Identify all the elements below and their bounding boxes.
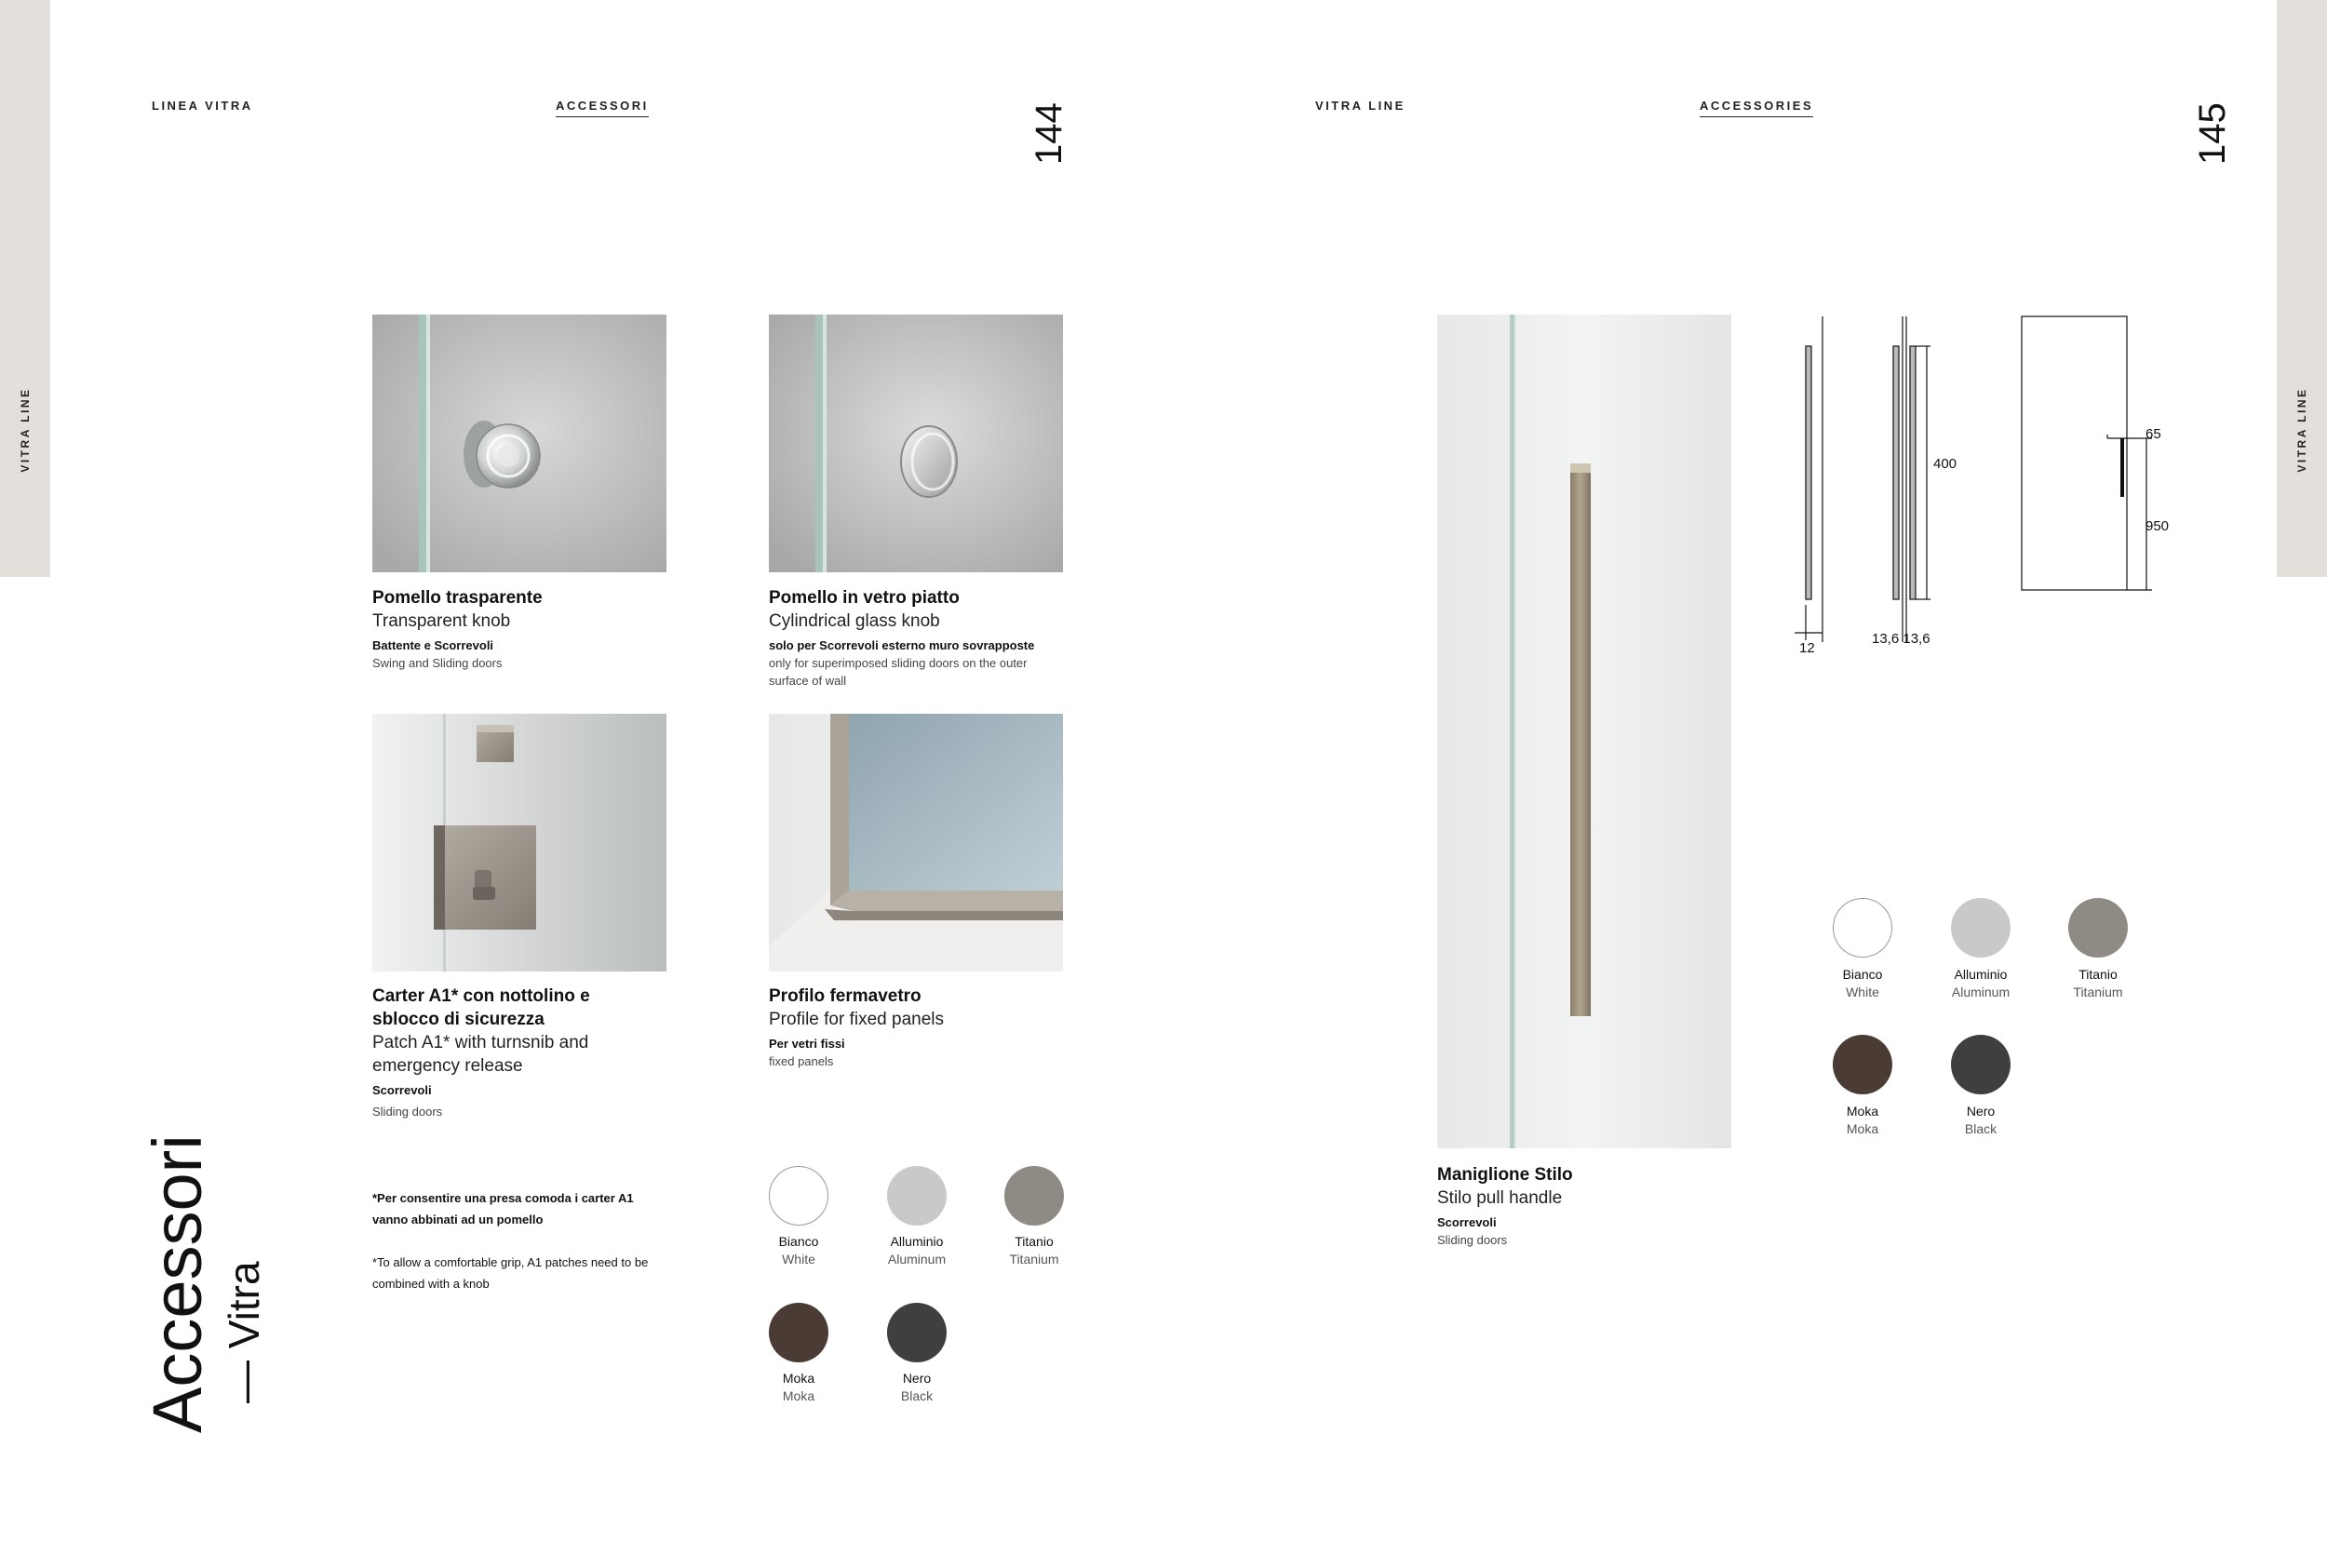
product-3-subtitle-line2: emergency release [372,1056,523,1076]
swatch-aluminum-left-it: Alluminio [890,1234,944,1249]
dim-length-label: 400 [1933,456,1957,472]
product-3-use-it: Scorrevoli [372,1083,432,1097]
swatch-titanium-left-en: Titanium [1009,1252,1059,1266]
swatch-aluminum-right-it: Alluminio [1954,967,2008,982]
dim-depth-label: 13,6 13,6 [1872,631,1930,647]
swatch-white-left-it: Bianco [778,1234,819,1249]
product-2-title: Pomello in vetro piatto [769,588,960,608]
swatch-white-right [1833,898,1892,958]
left-side-label: VITRA LINE [19,387,32,473]
swatch-white-left [769,1166,828,1226]
stilo-title: Maniglione Stilo [1437,1165,1573,1185]
stilo-subtitle: Stilo pull handle [1437,1188,1563,1208]
swatch-moka-left-en: Moka [782,1388,815,1403]
swatch-titanium-left-it: Titanio [1015,1234,1054,1249]
product-3-subtitle-line1: Patch A1* with turnsnib and [372,1033,589,1052]
swatch-white-right-it: Bianco [1842,967,1883,982]
dim-width-label: 12 [1799,640,1815,656]
swatch-moka-right-it: Moka [1846,1104,1879,1119]
section-subtitle: — Vitra [220,1261,268,1403]
right-header-category: ACCESSORIES [1700,99,1813,117]
swatch-moka-right [1833,1035,1892,1094]
right-side-label: VITRA LINE [2295,387,2308,473]
dim-height-label: 950 [2145,518,2170,534]
swatch-aluminum-right-en: Aluminum [1951,985,2011,999]
left-page-number: 144 [1029,102,1069,165]
product-2-subtitle: Cylindrical glass knob [769,611,940,631]
product-4-title: Profilo fermavetro [769,986,921,1006]
product-3-title-line2: sblocco di sicurezza [372,1010,545,1029]
swatch-black-left [887,1303,947,1362]
product-1-use-en: Swing and Sliding doors [372,656,503,670]
swatch-black-right [1951,1035,2011,1094]
swatch-black-right-en: Black [1964,1121,1997,1136]
swatch-moka-left-it: Moka [782,1371,815,1386]
swatch-aluminum-left-en: Aluminum [887,1252,947,1266]
transparent-knob-photo [372,315,666,572]
swatch-black-left-en: Black [900,1388,934,1403]
product-3-title-line1: Carter A1* con nottolino e [372,986,590,1006]
cylindrical-knob-photo [769,315,1063,572]
swatch-titanium-right-it: Titanio [2078,967,2118,982]
product-1-use-it: Battente e Scorrevoli [372,638,494,652]
swatch-moka-left [769,1303,828,1362]
right-side-tab [2277,0,2327,577]
stilo-technical-drawing [1769,307,2159,679]
product-4-use-it: Per vetri fissi [769,1037,845,1051]
product-4-subtitle: Profile for fixed panels [769,1010,944,1029]
product-1-title: Pomello trasparente [372,588,543,608]
swatch-white-left-en: White [782,1252,815,1266]
patch-a1-photo [372,714,666,972]
right-page-number: 145 [2192,102,2233,165]
section-title: Accessori [139,1134,216,1433]
swatch-white-right-en: White [1846,985,1879,999]
right-header-section: VITRA LINE [1315,99,1406,113]
swatch-black-right-it: Nero [1966,1104,1996,1119]
swatch-titanium-right-en: Titanium [2073,985,2123,999]
stilo-use-en: Sliding doors [1437,1233,1508,1247]
swatch-titanium-left [1004,1166,1064,1226]
note-english: *To allow a comfortable grip, A1 patches need to be combined with a knob [372,1255,649,1291]
profile-photo [769,714,1063,972]
swatch-black-left-it: Nero [902,1371,932,1386]
left-header-section: LINEA VITRA [152,99,253,113]
product-3-use-en: Sliding doors [372,1105,443,1119]
swatch-aluminum-left [887,1166,947,1226]
note-italian: *Per consentire una presa comoda i carter A1 vanno abbinati ad un pomello [372,1191,634,1226]
swatch-titanium-right [2068,898,2128,958]
swatch-aluminum-right [1951,898,2011,958]
product-2-use-en: only for superimposed sliding doors on the outer surface of wall [769,656,1028,688]
left-side-tab [0,0,50,577]
product-4-use-en: fixed panels [769,1054,834,1068]
product-2-use-it: solo per Scorrevoli esterno muro sovrapposte [769,638,1035,652]
stilo-use-it: Scorrevoli [1437,1215,1497,1229]
left-header-category: ACCESSORI [556,99,649,117]
product-1-subtitle: Transparent knob [372,611,511,631]
stilo-handle-photo [1437,315,1731,1148]
swatch-moka-right-en: Moka [1846,1121,1879,1136]
dim-offset-label: 65 [2145,426,2161,442]
